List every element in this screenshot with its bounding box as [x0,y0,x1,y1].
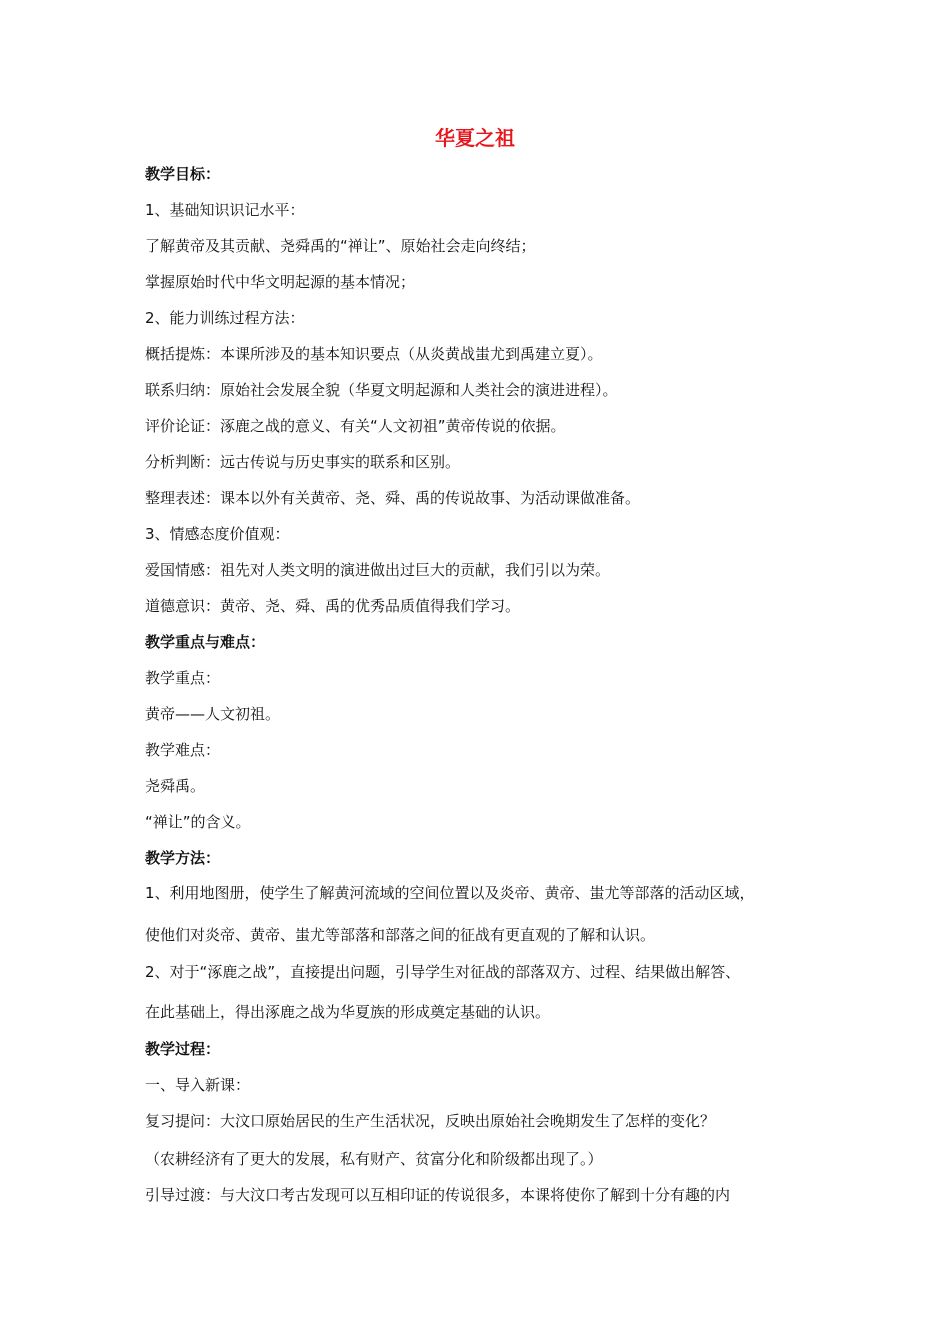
paragraph-line: 整理表述：课本以外有关黄帝、尧、舜、禹的传说故事、为活动课做准备。 [145,489,641,507]
paragraph-line: 教学难点： [145,741,221,759]
heading-teaching-process: 教学过程： [145,1040,221,1058]
paragraph-line: 引导过渡：与大汶口考古发现可以互相印证的传说很多，本课将使你了解到十分有趣的内 [145,1186,731,1204]
document-title: 华夏之祖 [435,126,515,150]
paragraph-line: 在此基础上，得出涿鹿之战为华夏族的形成奠定基础的认识。 [145,1003,551,1021]
paragraph-line: 复习提问：大汶口原始居民的生产生活状况，反映出原始社会晚期发生了怎样的变化？ [145,1112,716,1130]
paragraph-line: 2、对于“涿鹿之战”，直接提出问题，引导学生对征战的部落双方、过程、结果做出解答、 [145,963,741,981]
paragraph-line: 分析判断：远古传说与历史事实的联系和区别。 [145,453,461,471]
paragraph-line: 1、基础知识识记水平： [145,201,305,219]
heading-teaching-methods: 教学方法： [145,849,221,867]
paragraph-line: 黄帝——人文初祖。 [145,705,281,723]
paragraph-line: 评价论证：涿鹿之战的意义、有关“人文初祖”黄帝传说的依据。 [145,417,566,435]
paragraph-line: 3、情感态度价值观： [145,525,290,543]
heading-key-points: 教学重点与难点： [145,633,266,651]
paragraph-line: 尧舜禹。 [145,777,206,795]
paragraph-line: 联系归纳：原始社会发展全貌（华夏文明起源和人类社会的演进进程）。 [145,381,618,399]
paragraph-line: 使他们对炎帝、黄帝、蚩尤等部落和部落之间的征战有更直观的了解和认识。 [145,926,656,944]
paragraph-line: 道德意识：黄帝、尧、舜、禹的优秀品质值得我们学习。 [145,597,521,615]
paragraph-line: 2、能力训练过程方法： [145,309,305,327]
paragraph-line: （农耕经济有了更大的发展，私有财产、贫富分化和阶级都出现了。） [145,1150,603,1168]
paragraph-line: 概括提炼：本课所涉及的基本知识要点（从炎黄战蚩尤到禹建立夏）。 [145,345,603,363]
paragraph-line: “禅让”的含义。 [145,813,251,831]
heading-teaching-goals: 教学目标： [145,165,221,183]
paragraph-line: 爱国情感：祖先对人类文明的演进做出过巨大的贡献，我们引以为荣。 [145,561,611,579]
paragraph-line: 1、利用地图册，使学生了解黄河流域的空间位置以及炎帝、黄帝、蚩尤等部落的活动区域， [145,884,755,902]
paragraph-line: 了解黄帝及其贡献、尧舜禹的“禅让”、原始社会走向终结； [145,237,536,255]
paragraph-line: 教学重点： [145,669,221,687]
paragraph-line: 一、导入新课： [145,1076,251,1094]
paragraph-line: 掌握原始时代中华文明起源的基本情况； [145,273,416,291]
